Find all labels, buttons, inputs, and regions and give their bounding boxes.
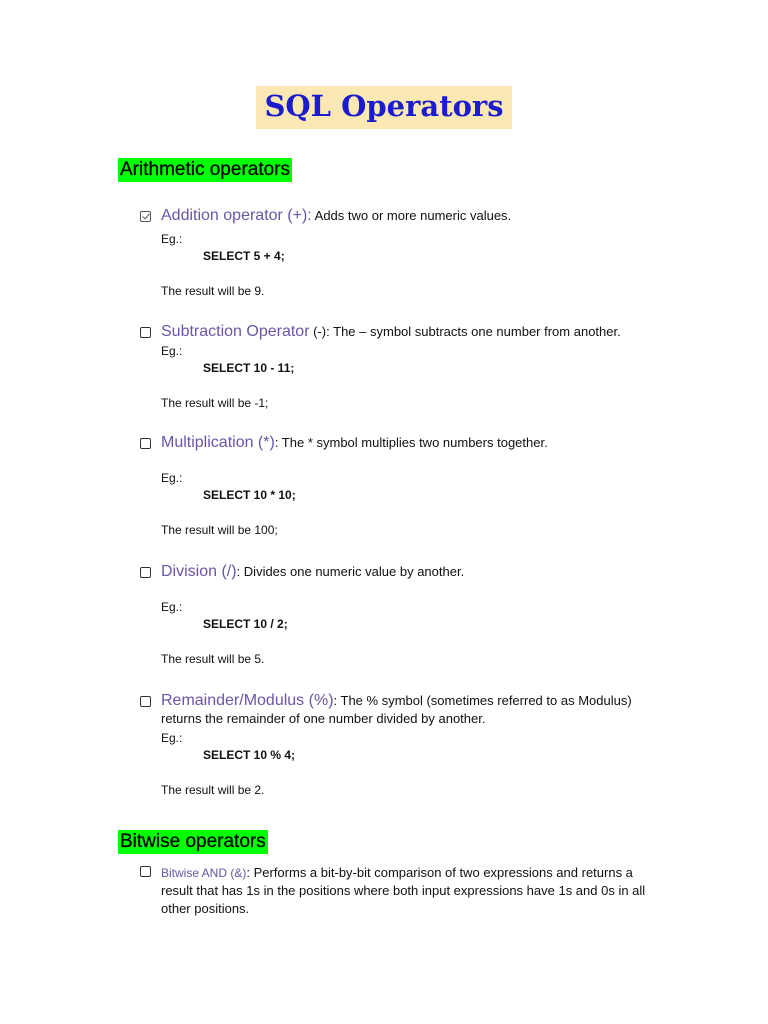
- operator-name: Multiplication: [161, 434, 254, 451]
- code-example: SELECT 5 + 4;: [203, 249, 285, 263]
- operator-description: Adds two or more numeric values.: [311, 208, 512, 223]
- operator-symbol: (%): [304, 692, 334, 709]
- operator-symbol: (-): [309, 324, 327, 339]
- operator-description: : Divides one numeric value by another.: [236, 564, 465, 579]
- result-text: The result will be 5.: [161, 652, 265, 666]
- operator-item-addition: [140, 207, 660, 300]
- result-text: The result will be 2.: [161, 783, 265, 797]
- page-title: SQL Operators: [256, 86, 511, 129]
- example-label: Eg.:: [161, 600, 183, 614]
- operator-item-division: [140, 563, 660, 668]
- example-label: Eg.:: [161, 471, 183, 485]
- example-label: Eg.:: [161, 731, 183, 745]
- result-text: The result will be 9.: [161, 284, 265, 298]
- operator-symbol: (/): [217, 563, 237, 580]
- checkbox-subtraction[interactable]: [140, 327, 151, 338]
- operator-name: Division: [161, 563, 218, 580]
- operator-symbol: (*): [253, 434, 275, 451]
- operator-item-multiplication: [140, 434, 660, 539]
- title-wrapper: [0, 86, 768, 129]
- example-label: Eg.:: [161, 232, 183, 246]
- operator-description: : The * symbol multiplies two numbers together.: [274, 435, 548, 450]
- operator-name: Bitwise AND (&): [161, 866, 247, 880]
- operator-description: : Performs a bit-by-bit comparison of two expressions and returns a result that has 1s in the positions where both input expressions have 1s and 0s in all other positions.: [161, 865, 646, 916]
- section-heading-arithmetic: Arithmetic operators: [120, 159, 291, 180]
- code-example: SELECT 10 * 10;: [203, 488, 296, 502]
- section-heading-bitwise: Bitwise operators: [120, 831, 266, 852]
- operator-item-subtraction: [140, 323, 660, 412]
- checkbox-division[interactable]: [140, 567, 151, 578]
- checkbox-multiplication[interactable]: [140, 438, 151, 449]
- operator-item-modulus: [140, 692, 655, 799]
- code-example: SELECT 10 % 4;: [203, 748, 296, 762]
- result-text: The result will be 100;: [161, 523, 278, 537]
- operator-description: : The % symbol (sometimes referred to as Modulus) returns the remainder of one number divided by another.: [161, 693, 632, 726]
- code-example: SELECT 10 - 11;: [203, 361, 295, 375]
- checkbox-bitwise-and[interactable]: [140, 866, 151, 877]
- operator-item-bitwise-and: [140, 864, 655, 918]
- operator-description: : The – symbol subtracts one number from another.: [326, 324, 621, 339]
- operator-name: Remainder/Modulus: [161, 692, 305, 709]
- operator-name: Addition operator (+):: [161, 207, 312, 224]
- code-example: SELECT 10 / 2;: [203, 617, 288, 631]
- checkbox-modulus[interactable]: [140, 696, 151, 707]
- example-label: Eg.:: [161, 344, 183, 358]
- result-text: The result will be -1;: [161, 396, 269, 410]
- operator-name: Subtraction Operator: [161, 323, 310, 340]
- checkbox-addition[interactable]: [140, 211, 151, 222]
